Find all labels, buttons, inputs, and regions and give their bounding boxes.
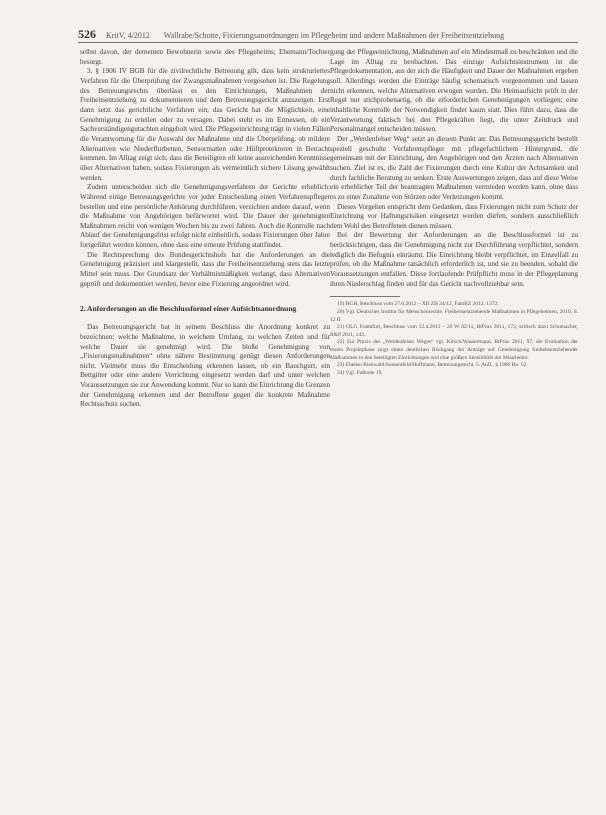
paragraph: Zudem unterscheiden sich die Genehmigungsverfahren der Gerichte erheblich: Während einige Betreuungsgerichte vor jeder Entscheidung einen Verfahrenspfleger bestellen und eine persönliche Anhörung durchführen, verzichten andere darauf, wenn die Maßnahme von Angehörigen befürwortet wird. Die Dauer der genehmigten Maßnahmen reicht von wenigen Wochen bis zu zwei Jahren. Auch die Kontrolle nach Ablauf der Genehmigungsfrist erfolgt nicht einheitlich, sodass Fixierungen über Jahre fortgeführt werden können, ohne dass eine erneute Prüfung stattfindet. — [80, 182, 330, 250]
paragraph: selbst davon, der dementen Bewohnerin sowie des Pflegeheims; Ehemann/Tochter besorgt. — [80, 47, 330, 66]
footnote: 20) Vgl. Deutsches Institut für Menschenrechte, Freiheitsentziehende Maßnahmen in Pflegeheimen, 2010, S. 12 ff. — [330, 309, 578, 323]
footnote: 19) BGH, Beschluss vom 27.6.2012 – XII ZB 24/12, FamRZ 2012, 1372. — [337, 301, 499, 308]
running-title: Wallrabe/Schotte, Fixierungsanordnungen im Pflegeheim und andere Maßnahmen der Freiheitsentziehung — [163, 31, 505, 40]
section-heading: 2. Anforderungen an die Beschlussformel einer Aufsichtsanordnung — [80, 304, 297, 314]
paragraph: Die Rechtsprechung des Bundesgerichtshofs hat die Anforderungen an die Genehmigung präzisiert und klargestellt, dass die Freiheitsentziehung stets das letzte Mittel sein muss. Der Grundsatz der Verhältnismäßigkeit verlangt, dass Alternativen geprüft und dokumentiert werden, bevor eine Fixierung angeordnet wird. — [80, 249, 330, 288]
paragraph: gung der Pflegeeinrichtung, Maßnahmen auf ein Mindestmaß zu beschränken und die Lage im Alltag zu beobachten. Das einzige Aufsichtsinstrument ist die Pflegedokumentation, aus der sich die Häufigkeit und Dauer der Maßnahmen ergeben soll. Allerdings werden die Einträge häufig schematisch vorgenommen und lassen nicht erkennen, welche Alternativen erwogen wurden. Die Heimaufsicht prüft in der Regel nur stichprobenartig, ob die erforderlichen Genehmigungen vorliegen; eine inhaltliche Kontrolle der Notwendigkeit findet kaum statt. Dies führt dazu, dass die Verantwortung faktisch bei den Pflegekräften liegt, die unter Zeitdruck und Personalmangel entscheiden müssen. — [330, 47, 578, 134]
footnote-divider — [330, 296, 400, 297]
footnote: 23) Ebenso Bienwald/Sonnenfeld/Hoffmann, Betreuungsrecht, 5. Aufl., § 1906 Rn. 52. — [337, 362, 528, 369]
footnote: 24) Vgl. Fußnote 19. — [337, 369, 383, 376]
paragraph: Dieses Vorgehen entspricht dem Gedanken, dass Fixierungen nicht zum Schutz der Einrichtung vor Haftungsrisiken eingesetzt werden dürfen, sondern ausschließlich dem Wohl des Betroffenen dienen müssen. — [330, 201, 578, 230]
page-number: 526 — [78, 27, 96, 41]
paragraph: Das Betreuungsgericht hat in seinem Beschluss die Anordnung konkret zu bezeichnen: welche Maßnahme, in welchem Umfang, zu welchen Zeiten und für welche Dauer sie genehmigt wird. Die bloße Genehmigung von „Fixierungsmaßnahmen“ ohne nähere Bestimmung genügt diesen Anforderungen nicht. Vielmehr muss die Entscheidung erkennen lassen, ob ein Bauchgurt, ein Bettgitter oder eine andere Vorrichtung eingesetzt werden darf und unter welchen Voraussetzungen sie zur Anwendung kommt. Nur so kann die Einrichtung die Grenzen der Genehmigung erkennen und der Betroffene gegen die konkrete Maßnahme Rechtsschutz suchen. — [80, 322, 330, 409]
left-column — [80, 47, 330, 409]
footnote: 21) OLG Frankfurt, Beschluss vom 12.4.2011 – 20 W 82/11, BtPrax 2011, 175; kritisch dazu Schumacher, R&P 2011, 143. — [330, 324, 578, 338]
paragraph: Der „Werdenfelser Weg“ setzt an diesem Punkt an: Das Betreuungsgericht bestellt speziell geschulte Verfahrenspfleger mit pflegefachlichem Hintergrund, die gemeinsam mit der Einrichtung, den Angehörigen und den Ärzten nach Alternativen suchen. Ziel ist es, die Zahl der Fixierungen durch eine Kultur der Achtsamkeit und durch fachliche Beratung zu senken. Erste Auswertungen zeigen, dass auf diese Weise ein erheblicher Teil der beantragten Maßnahmen vermieden werden kann, ohne dass es zu einer Zunahme von Stürzen oder Verletzungen kommt. — [330, 133, 578, 201]
running-header — [78, 26, 578, 43]
journal-citation: KritV, 4/2012 — [106, 31, 150, 40]
paragraph: Bei der Bewertung der Anforderungen an die Beschlussformel ist zu berücksichtigen, dass die Genehmigung nicht zur Durchführung verpflichtet, sondern lediglich die Befugnis einräumt. Die Einrichtung bleibt verpflichtet, im Einzelfall zu prüfen, ob die Maßnahme tatsächlich erforderlich ist, und sie zu beenden, sobald die Voraussetzungen entfallen. Diese fortlaufende Prüfpflicht muss in der Pflegeplanung ihren Niederschlag finden und für das Gericht nachvollziehbar sein. — [330, 230, 578, 288]
right-column — [330, 47, 578, 377]
footnote: 22) Zur Praxis des „Werdenfelser Weges“ vgl. Kirsch/Wassermann, BtPrax 2011, 97; die Evaluation der ersten Projektphase zeigt einen deutlichen Rückgang der Anträge auf Genehmigung freiheitsentziehender Maßnahmen in den beteiligten Einrichtungen und eine größere Sensibilität der Mitarbeiter. — [330, 339, 578, 361]
paragraph: 3. § 1906 IV BGB für die zivilrechtliche Betreuung gilt, dass kein strukturiertes Verfahren für die Überprüfung der Zwangsmaßnahmen vorgesehen ist. Die Regelung des Betreuungsrechts überlässt es den Einrichtungen, Maßnahmen der Freiheitsentziehung zu dokumentieren und dem Betreuungsgericht anzuzeigen. Erst dann setzt das gerichtliche Verfahren ein; das Gericht hat die Möglichkeit, eine Genehmigung zu erteilen oder zu versagen. Dabei steht es im Ermessen, ob ein Sachverständigengutachten eingeholt wird. Die Pflegeeinrichtung trägt in vielen Fällen die Verantwortung für die Auswahl der Maßnahme und die Überprüfung, ob mildere Alternativen wie Niederflurbetten, Sensormatten oder Hüftprotektoren in Betracht kommen. Im Alltag zeigt sich, dass die Beteiligten oft keine ausreichenden Kenntnisse über Alternativen haben, sodass Fixierungen als vermeintlich sichere Lösung gewählt werden. — [80, 66, 331, 182]
